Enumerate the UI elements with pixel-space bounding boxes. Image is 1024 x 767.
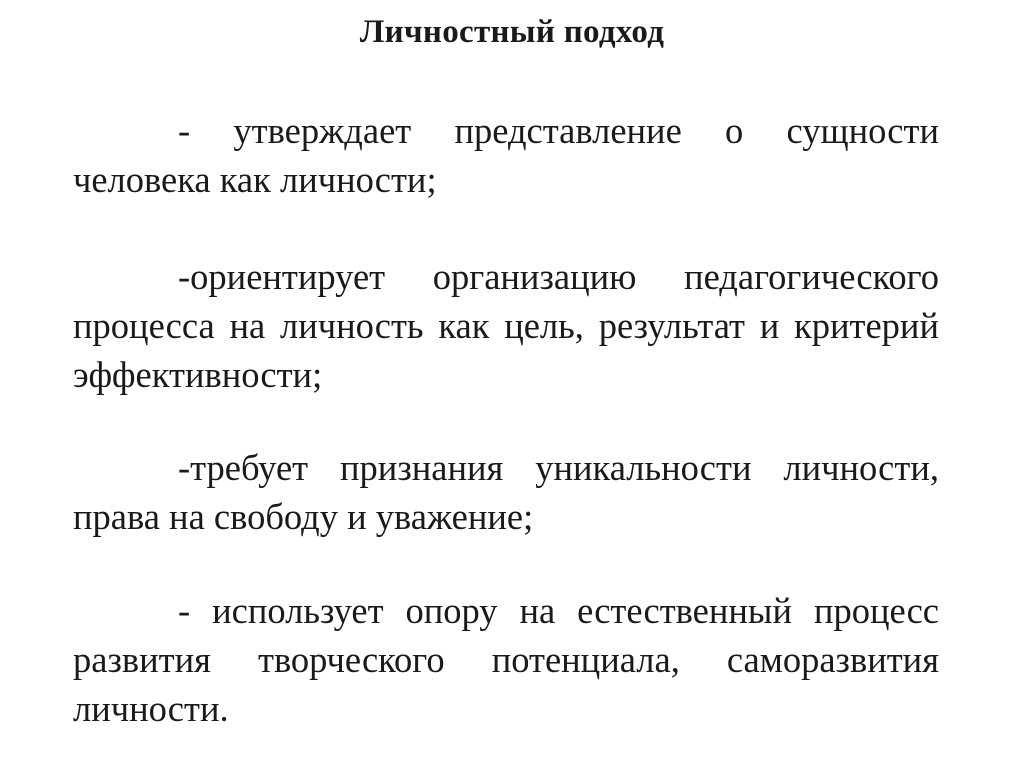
paragraph-affirms: - утверждает представление о сущности человека как личности; — [73, 110, 939, 200]
paragraph-uses: - использует опору на естественный процесс развития творческого потенциала, саморазвития личности. — [73, 590, 939, 729]
paragraph-requires: -требует признания уникальности личности, права на свободу и уважение; — [73, 447, 939, 537]
slide-title: Личностный подход — [359, 14, 665, 50]
paragraph-orients: -ориентирует организацию педагогического процесса на личность как цель, результат и критерий эффективности; — [73, 256, 939, 395]
